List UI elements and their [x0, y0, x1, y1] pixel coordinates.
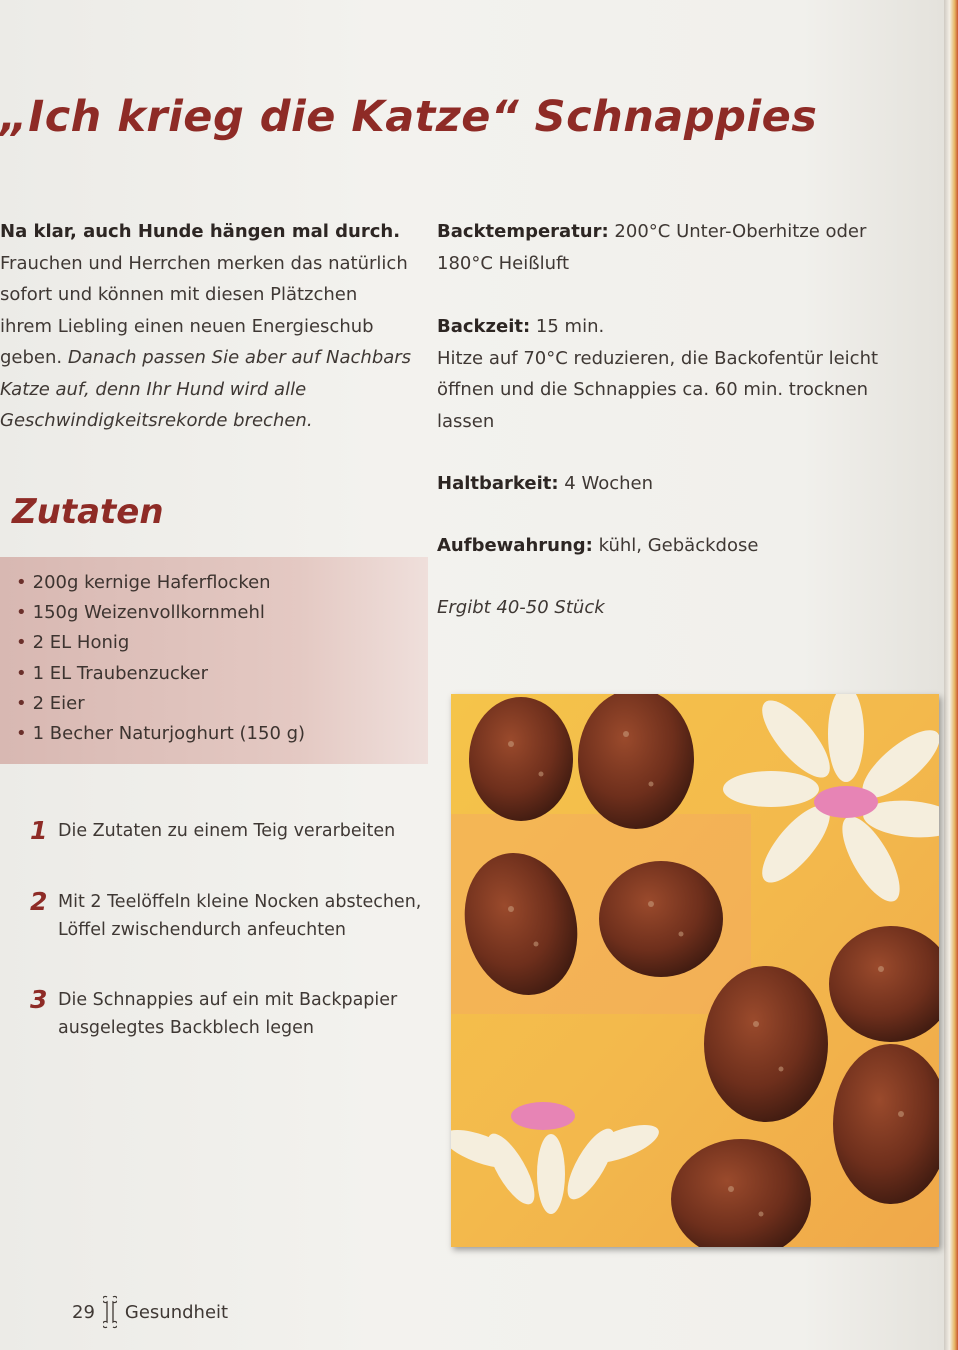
section-name: Gesundheit	[124, 1301, 229, 1323]
ingredient-item: • 1 Becher Naturjoghurt (150 g)	[16, 719, 305, 749]
intro-italic: Danach passen Sie aber auf Nachbars Katze auf, denn Ihr Hund wird alle Geschwindigkeitsrekorde brechen.	[0, 347, 412, 431]
ingredients-list	[16, 568, 305, 749]
recipe-photo	[451, 694, 939, 1247]
step-2	[30, 888, 430, 944]
temperature-value: 200°C Unter-Oberhitze oder 180°C Heißluft	[437, 221, 867, 274]
shelf-life	[437, 468, 907, 500]
ingredient-item: • 2 EL Honig	[16, 628, 305, 658]
temperature-label: Backtemperatur:	[437, 221, 609, 242]
step-number: 1	[30, 816, 48, 845]
baking-time-value: 15 min.	[535, 316, 605, 337]
page-number: 29	[72, 1301, 95, 1323]
shelf-life-value: 4 Wochen	[564, 473, 654, 494]
yield	[437, 592, 907, 624]
intro-text	[0, 216, 415, 437]
storage-label: Aufbewahrung:	[437, 535, 593, 556]
step-text: Mit 2 Teelöffeln kleine Nocken abstechen, Löffel zwischendurch anfeuchten	[58, 892, 422, 940]
ingredient-item: • 200g kernige Haferflocken	[16, 568, 305, 598]
recipe-title: „Ich krieg die Katze“ Schnappies	[0, 92, 818, 142]
yield-text: Ergibt 40-50 Stück	[437, 597, 605, 618]
baking-temperature	[437, 216, 907, 279]
ingredient-item: • 150g Weizenvollkornmehl	[16, 598, 305, 628]
bone-icon	[103, 1295, 117, 1329]
storage	[437, 530, 907, 562]
page-footer	[72, 1295, 228, 1329]
cookies-on-flower-cloth-image	[451, 694, 939, 1247]
ingredients-heading: Zutaten	[12, 492, 164, 532]
step-number: 3	[30, 985, 48, 1014]
step-text: Die Zutaten zu einem Teig verarbeiten	[58, 821, 396, 841]
baking-time	[437, 311, 907, 437]
step-3	[30, 986, 430, 1042]
storage-value: kühl, Gebäckdose	[598, 535, 759, 556]
ingredient-item: • 1 EL Traubenzucker	[16, 659, 305, 689]
page-edge	[944, 0, 958, 1350]
step-1	[30, 817, 430, 845]
step-number: 2	[30, 887, 48, 916]
intro-body: Frauchen und Herrchen merken das natürlich sofort und können mit diesen Plätzchen ihrem Liebling einen neuen Energieschub geben.	[0, 252, 408, 368]
shelf-life-label: Haltbarkeit:	[437, 473, 559, 494]
ingredient-item: • 2 Eier	[16, 689, 305, 719]
baking-time-note: Hitze auf 70°C reduzieren, die Backofentür leicht öffnen und die Schnappies ca. 60 min. trocknen lassen	[437, 347, 879, 432]
intro-lead: Na klar, auch Hunde hängen mal durch.	[0, 221, 401, 242]
baking-time-label: Backzeit:	[437, 316, 531, 337]
step-text: Die Schnappies auf ein mit Backpapier ausgelegtes Backblech legen	[58, 990, 398, 1038]
